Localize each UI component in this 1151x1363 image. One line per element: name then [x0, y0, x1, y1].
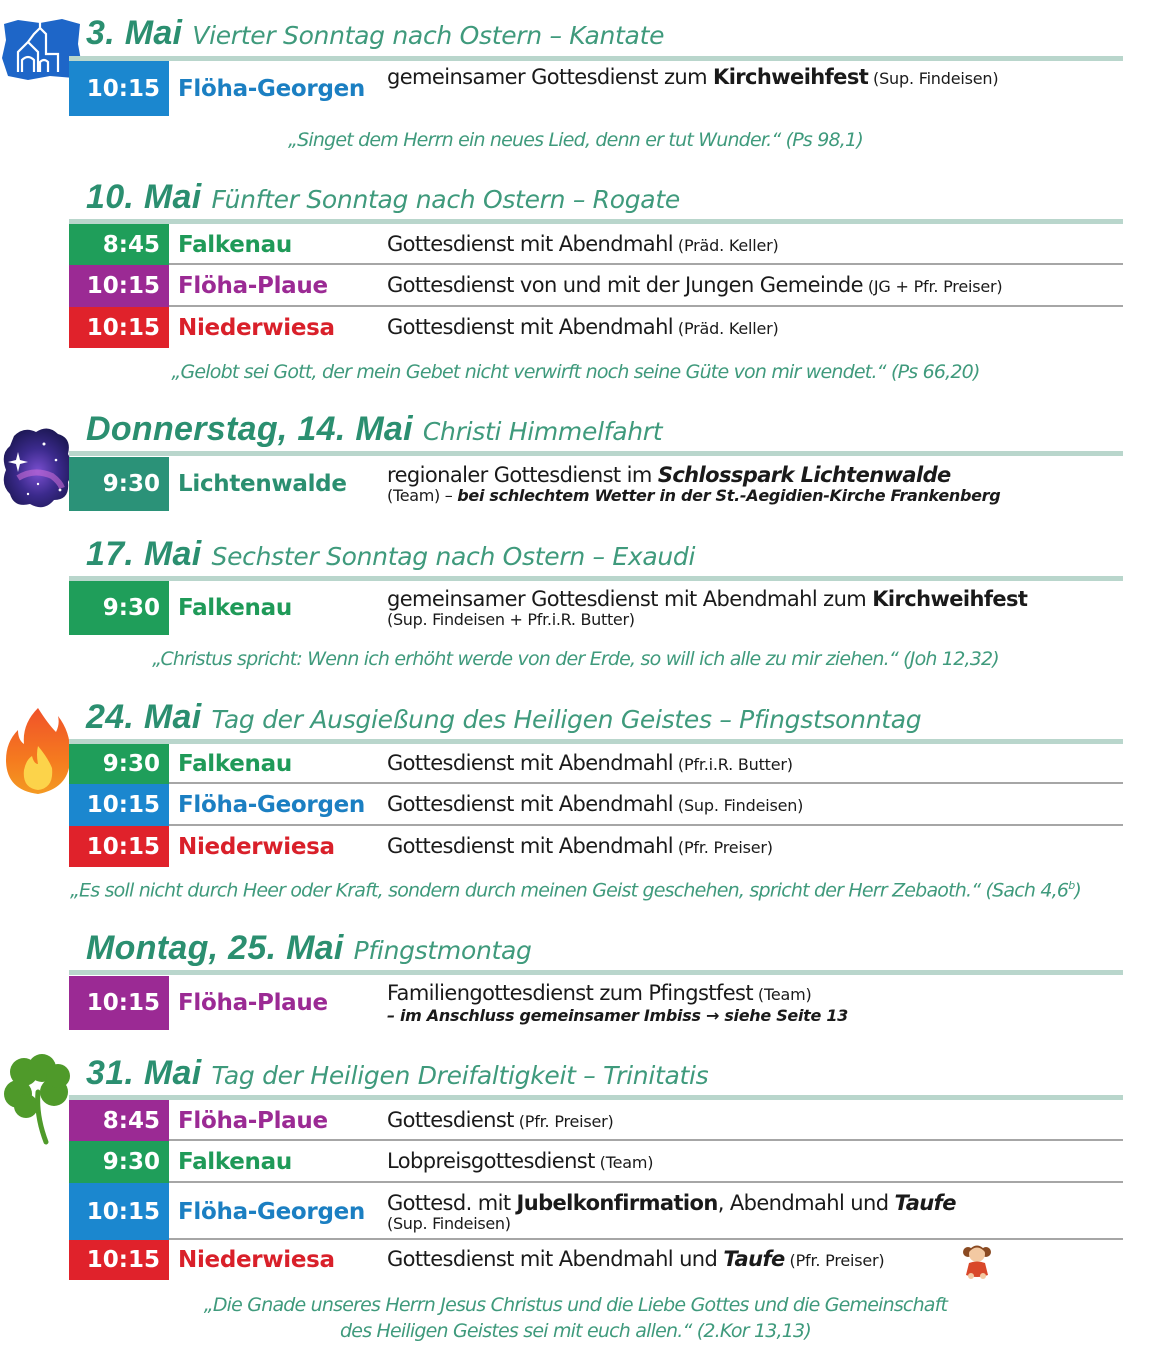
section-occasion: Tag der Ausgießung des Heiligen Geistes – Pfingstsonntag: [211, 705, 922, 734]
desc-officiant: (Pfr. Preiser): [784, 1251, 885, 1270]
section-occasion: Pfingstmontag: [353, 936, 532, 965]
verse-end: ): [1074, 879, 1081, 902]
desc-text: Gottesdienst von und mit der Jungen Gemeinde: [387, 273, 863, 297]
fire-icon: [4, 706, 72, 796]
service-row: [69, 61, 1123, 116]
desc-bold: Taufe: [894, 1190, 956, 1215]
service-place: Falkenau: [178, 751, 292, 777]
service-time: 9:30: [69, 744, 169, 784]
service-time: 9:30: [69, 457, 169, 511]
desc-text: Gottesdienst mit Abendmahl: [387, 792, 674, 816]
desc-text: Gottesdienst mit Abendmahl: [387, 833, 674, 858]
bible-verse: „Gelobt sei Gott, der mein Gebet nicht verwirft noch seine Güte von mir wendet.“ (Ps 66,20): [171, 361, 980, 383]
desc-officiant: (Team): [753, 985, 812, 1004]
verse-text: „Es soll nicht durch Heer oder Kraft, sondern durch meinen Geist geschehen, spricht der Herr Zebaoth.“ (Sach 4,6: [69, 879, 1069, 902]
section-date: 24. Mai: [86, 698, 202, 736]
service-place: Niederwiesa: [178, 314, 335, 341]
desc-bold: Kirchweihfest: [872, 587, 1028, 611]
service-place: Flöha-Plaue: [178, 273, 328, 299]
desc-text: Gottesd. mit: [387, 1190, 517, 1215]
service-description: [387, 265, 1002, 307]
service-time: 10:15: [69, 1183, 169, 1240]
section-heading: [86, 14, 664, 53]
service-row: [69, 826, 1123, 867]
service-place: Flöha-Plaue: [178, 990, 328, 1016]
section-occasion: Fünfter Sonntag nach Ostern – Rogate: [211, 185, 680, 214]
desc-note: – im Anschluss gemeinsamer Imbiss → siehe Seite 13: [387, 1006, 848, 1025]
bible-verse: „Singet dem Herrn ein neues Lied, denn er tut Wunder.“ (Ps 98,1): [288, 129, 863, 151]
service-time: 10:15: [69, 265, 169, 307]
service-description: [387, 784, 803, 826]
service-description: [387, 581, 1027, 635]
service-row: [69, 224, 1123, 265]
desc-text: Lobpreisgottesdienst: [387, 1149, 595, 1173]
section-date: 10. Mai: [86, 178, 202, 216]
desc-text: gemeinsamer Gottesdienst mit Abendmahl zum: [387, 587, 873, 611]
verse-superscript: b: [1068, 879, 1075, 892]
section-heading: [86, 698, 921, 737]
service-description: [387, 826, 773, 867]
service-place: Falkenau: [178, 595, 292, 621]
shamrock-icon: [2, 1054, 74, 1146]
service-time: 10:15: [69, 61, 169, 116]
section-occasion: Vierter Sonntag nach Ostern – Kantate: [192, 21, 665, 50]
service-description: [387, 1240, 884, 1280]
service-time: 10:15: [69, 976, 169, 1030]
service-place: Niederwiesa: [178, 833, 335, 860]
service-row: [69, 976, 1123, 1030]
section-occasion: Tag der Heiligen Dreifaltigkeit – Trinitatis: [211, 1061, 709, 1090]
desc-text: Gottesdienst mit Abendmahl: [387, 314, 674, 339]
verse-line: „Die Gnade unseres Herrn Jesus Christus und die Liebe Gottes und die Gemeinschaft: [203, 1294, 948, 1316]
service-row: [69, 265, 1123, 307]
service-description: [387, 1141, 653, 1183]
desc-text: Gottesdienst mit Abendmahl und: [387, 1247, 724, 1271]
service-description: [387, 1183, 956, 1240]
bible-verse: „Christus spricht: Wenn ich erhöht werde von der Erde, so will ich alle zu mir ziehen.“ (Joh 12,32): [152, 648, 999, 670]
desc-officiant: (Sup. Findeisen): [868, 69, 999, 88]
section-heading: [86, 410, 662, 449]
service-time: 10:15: [69, 826, 169, 867]
desc-text: Gottesdienst: [387, 1107, 514, 1132]
service-place: Flöha-Georgen: [178, 792, 365, 818]
night-sky-icon: [0, 424, 74, 510]
service-description: [387, 307, 779, 348]
service-time: 10:15: [69, 784, 169, 826]
section-rule: [69, 451, 1123, 456]
desc-text: Gottesdienst mit Abendmahl: [387, 231, 674, 256]
service-description: [387, 744, 793, 784]
section-rule: [69, 970, 1123, 975]
section-date: Donnerstag, 14. Mai: [86, 410, 413, 448]
service-row: [69, 744, 1123, 784]
section-occasion: Sechster Sonntag nach Ostern – Exaudi: [211, 542, 696, 571]
service-place: Niederwiesa: [178, 1247, 335, 1273]
desc-bold: Jubelkonfirmation: [516, 1190, 718, 1215]
desc-text: gemeinsamer Gottesdienst zum: [387, 65, 714, 89]
desc-officiant: (Sup. Findeisen + Pfr.i.R. Butter): [387, 610, 635, 629]
desc-note: bei schlechtem Wetter in der St.-Aegidien-Kirche Frankenberg: [457, 486, 1001, 505]
desc-officiant: (Pfr.i.R. Butter): [673, 755, 793, 774]
section-date: 17. Mai: [86, 535, 202, 573]
doll-icon: [962, 1243, 992, 1279]
section-heading: [86, 929, 532, 968]
desc-officiant: (Präd. Keller): [673, 318, 779, 338]
desc-officiant: (Sup. Findeisen): [673, 796, 804, 815]
service-time: 10:15: [69, 1240, 169, 1280]
service-time: 8:45: [69, 224, 169, 265]
service-description: [387, 1100, 614, 1141]
service-time: 9:30: [69, 581, 169, 635]
desc-officiant: (JG + Pfr. Preiser): [862, 277, 1003, 296]
service-place: Flöha-Georgen: [178, 75, 365, 102]
service-time: 9:30: [69, 1141, 169, 1183]
desc-bold: Schlosspark Lichtenwalde: [657, 463, 951, 487]
service-row: [69, 1100, 1123, 1141]
desc-officiant: (Team) –: [387, 486, 458, 505]
desc-text: Gottesdienst mit Abendmahl: [387, 751, 674, 775]
section-date: 3. Mai: [86, 14, 183, 52]
service-place: Falkenau: [178, 1149, 292, 1175]
service-place: Flöha-Georgen: [178, 1198, 365, 1225]
service-row: [69, 1240, 1123, 1280]
section-occasion: Christi Himmelfahrt: [422, 417, 663, 446]
service-place: Flöha-Plaue: [178, 1107, 328, 1134]
desc-bold: Taufe: [723, 1247, 785, 1271]
service-row: [69, 581, 1123, 635]
verse-line: des Heiligen Geistes sei mit euch allen.“ (2.Kor 13,13): [340, 1320, 811, 1342]
service-time: 10:15: [69, 307, 169, 348]
service-description: [387, 976, 848, 1030]
desc-officiant: (Team): [594, 1153, 654, 1172]
section-heading: [86, 535, 695, 574]
service-row: [69, 307, 1123, 348]
service-place: Falkenau: [178, 231, 292, 258]
service-description: [387, 457, 1000, 511]
desc-officiant: (Sup. Findeisen): [387, 1213, 511, 1233]
bible-verse: [0, 1292, 1151, 1344]
service-row: [69, 1141, 1123, 1183]
service-row: [69, 457, 1123, 511]
service-row: [69, 1183, 1123, 1240]
section-date: Montag, 25. Mai: [86, 929, 344, 967]
section-heading: [86, 178, 680, 217]
desc-officiant: (Pfr. Preiser): [673, 837, 773, 857]
service-row: [69, 784, 1123, 826]
section-heading: [86, 1054, 708, 1093]
desc-officiant: (Pfr. Preiser): [513, 1111, 614, 1131]
desc-text: , Abendmahl und: [717, 1190, 895, 1215]
desc-officiant: (Präd. Keller): [673, 235, 779, 255]
service-place: Lichtenwalde: [178, 471, 347, 497]
section-date: 31. Mai: [86, 1054, 202, 1092]
service-description: [387, 224, 779, 265]
desc-bold: Kirchweihfest: [713, 65, 869, 89]
desc-text: Familiengottesdienst zum Pfingstfest: [387, 981, 754, 1005]
service-description: [387, 61, 998, 116]
service-time: 8:45: [69, 1100, 169, 1141]
bible-verse: [0, 879, 1151, 901]
desc-text: regionaler Gottesdienst im: [387, 463, 658, 487]
